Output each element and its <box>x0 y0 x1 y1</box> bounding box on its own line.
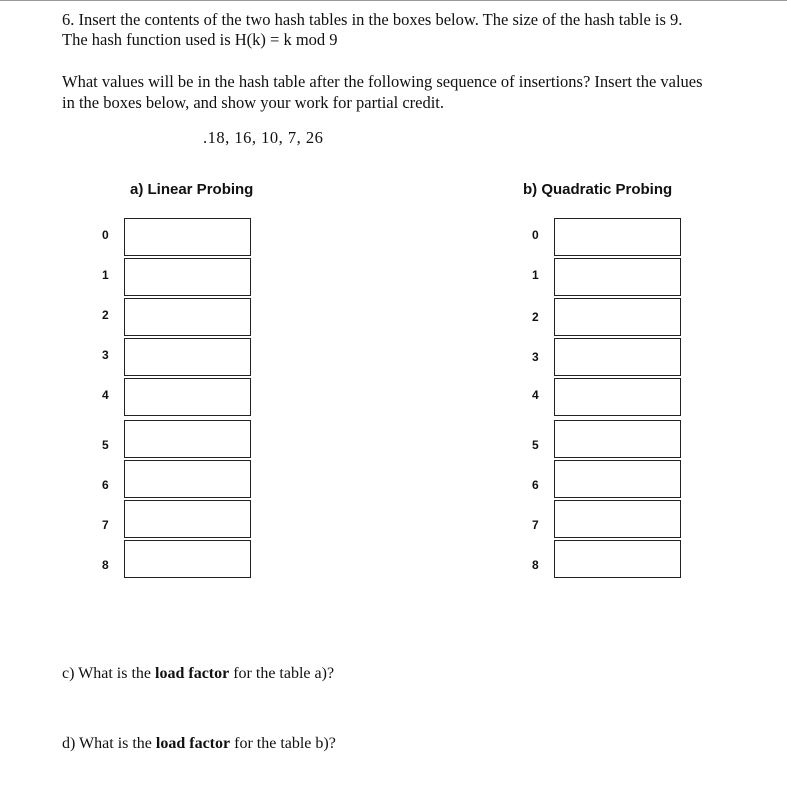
linear-slot-4[interactable] <box>124 378 251 416</box>
quadratic-slot-2[interactable] <box>554 298 681 336</box>
quadratic-slot-6[interactable] <box>554 460 681 498</box>
linear-slot-6[interactable] <box>124 460 251 498</box>
quadratic-index-5: 5 <box>532 438 539 452</box>
linear-slot-3[interactable] <box>124 338 251 376</box>
linear-slot-8[interactable] <box>124 540 251 578</box>
question-d-prefix: d) What is the <box>62 735 156 752</box>
quadratic-slot-3[interactable] <box>554 338 681 376</box>
quadratic-index-6: 6 <box>532 478 539 492</box>
quadratic-slot-0[interactable] <box>554 218 681 256</box>
quadratic-index-3: 3 <box>532 350 539 364</box>
question-c <box>62 665 334 683</box>
quadratic-slot-4[interactable] <box>554 378 681 416</box>
insertion-sequence: .18, 16, 10, 7, 26 <box>203 128 324 147</box>
question-line-1: 6. Insert the contents of the two hash tables in the boxes below. The size of the hash table is 9. <box>62 10 683 29</box>
quadratic-index-2: 2 <box>532 310 539 324</box>
question-c-bold: load factor <box>155 665 230 682</box>
linear-index-7: 7 <box>102 518 109 532</box>
quadratic-index-1: 1 <box>532 268 539 282</box>
linear-slot-1[interactable] <box>124 258 251 296</box>
quadratic-slot-5[interactable] <box>554 420 681 458</box>
quadratic-index-7: 7 <box>532 518 539 532</box>
quadratic-slot-7[interactable] <box>554 500 681 538</box>
quadratic-probing-title: b) Quadratic Probing <box>523 181 673 198</box>
question-d-bold: load factor <box>155 735 231 752</box>
linear-index-0: 0 <box>102 228 109 242</box>
question-d-suffix: for the table b)? <box>230 735 336 752</box>
question-line-4: in the boxes below, and show your work for partial credit. <box>62 93 444 112</box>
linear-probing-title: a) Linear Probing <box>130 181 254 198</box>
linear-index-3: 3 <box>102 348 109 362</box>
quadratic-slot-1[interactable] <box>554 258 681 296</box>
linear-slot-0[interactable] <box>124 218 251 256</box>
linear-index-5: 5 <box>102 438 109 452</box>
page-top-border <box>0 0 787 5</box>
quadratic-index-8: 8 <box>532 558 539 572</box>
linear-index-4: 4 <box>102 388 109 402</box>
linear-slot-7[interactable] <box>124 500 251 538</box>
linear-index-2: 2 <box>102 308 109 322</box>
linear-index-6: 6 <box>102 478 109 492</box>
quadratic-index-0: 0 <box>532 228 539 242</box>
question-line-2: The hash function used is H(k) = k mod 9 <box>62 30 338 49</box>
linear-index-8: 8 <box>102 558 109 572</box>
linear-slot-5[interactable] <box>124 420 251 458</box>
quadratic-index-4: 4 <box>532 388 539 402</box>
question-d <box>62 735 336 753</box>
quadratic-slot-8[interactable] <box>554 540 681 578</box>
linear-index-1: 1 <box>102 268 109 282</box>
linear-slot-2[interactable] <box>124 298 251 336</box>
question-line-3: What values will be in the hash table after the following sequence of insertions? Insert the values <box>62 72 703 91</box>
question-c-suffix: for the table a)? <box>229 665 335 682</box>
question-c-prefix: c) What is the <box>62 665 156 682</box>
